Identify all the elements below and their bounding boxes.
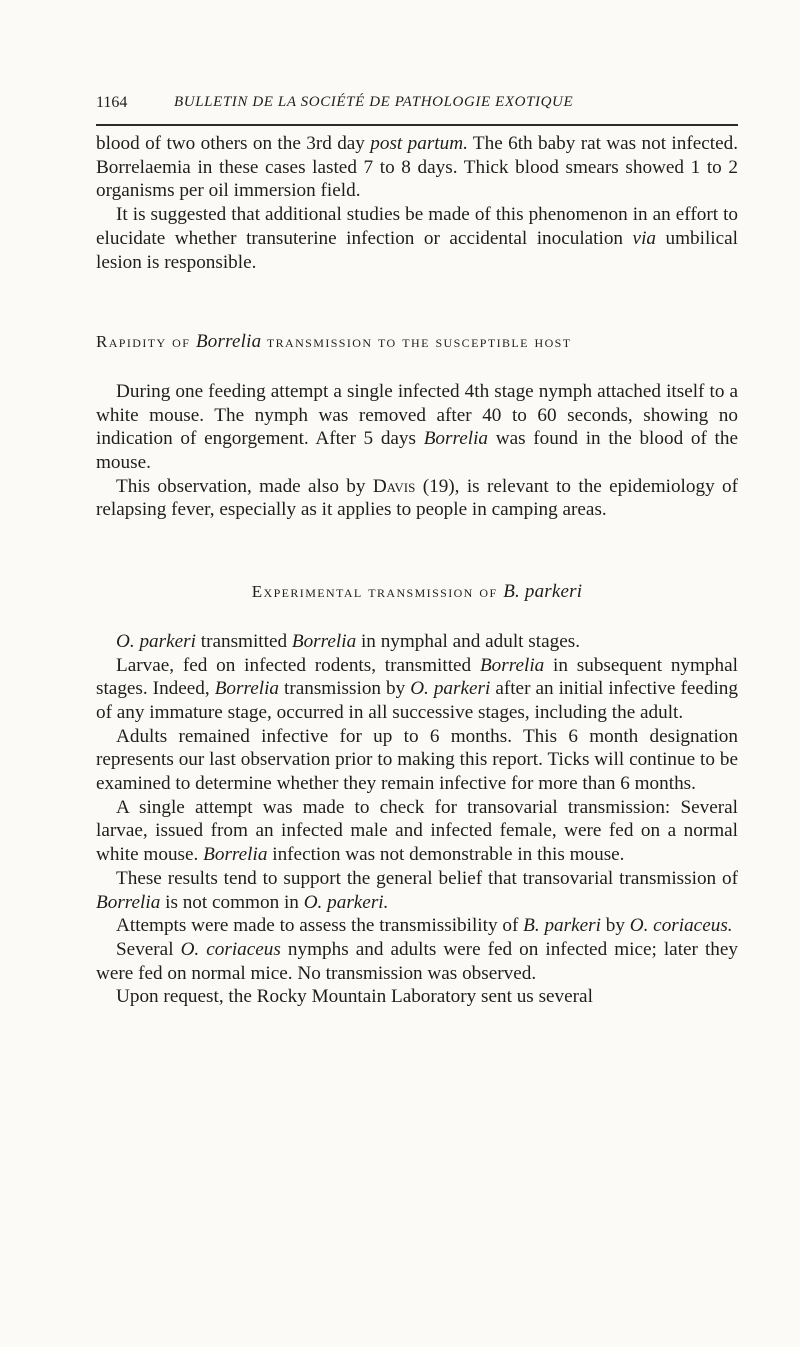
- paragraph: A single attempt was made to check for transovarial transmission: Several larvae, issued from an infected male and infected female, were fed on a normal white mouse. Borrelia infection was not demonstrable in this mouse.: [96, 796, 738, 866]
- running-head: BULLETIN DE LA SOCIÉTÉ DE PATHOLOGIE EXOTIQUE: [174, 94, 574, 110]
- paragraph: These results tend to support the general belief that transovarial transmission of Borrelia is not common in O. parkeri.: [96, 867, 738, 913]
- section-heading: Rapidity of Borrelia transmission to the susceptible host: [96, 331, 572, 353]
- page-number: 1164: [96, 94, 128, 111]
- paragraph: It is suggested that additional studies be made of this phenomenon in an effort to elucidate whether transuterine infection or accidental inoculation via umbilical lesion is responsible.: [96, 204, 738, 273]
- paragraph: This observation, made also by Davis (19), is relevant to the epidemiology of relapsing fever, especially as it applies to people in camping areas.: [96, 475, 739, 521]
- paragraph: O. parkeri transmitted Borrelia in nymphal and adult stages.: [116, 630, 580, 652]
- paragraph: During one feeding attempt a single infected 4th stage nymph attached itself to a white mouse. The nymph was removed after 40 to 60 seconds, showing no indication of engorgement. After 5 days Borrelia was found in the blood of the mouse.: [96, 380, 738, 474]
- paragraph: Attempts were made to assess the transmissibility of B. parkeri by O. coriaceus.: [116, 915, 733, 937]
- page-header: [96, 92, 736, 118]
- header-rule: [96, 124, 738, 126]
- paragraph: Upon request, the Rocky Mountain Laboratory sent us several: [116, 986, 593, 1008]
- paragraph: blood of two others on the 3rd day post partum. The 6th baby rat was not infected. Borrelaemia in these cases lasted 7 to 8 days. Thick blood smears showed 1 to 2 organisms per oil immersion field.: [96, 133, 739, 202]
- paragraph: Adults remained infective for up to 6 months. This 6 month designation represents our last observation prior to making this report. Ticks will continue to be examined to determine whether they remain infective for more than 6 months.: [96, 725, 738, 795]
- body-text: [96, 132, 738, 1009]
- section-heading: Experimental transmission of B. parkeri: [251, 581, 583, 603]
- paragraph: Larvae, fed on infected rodents, transmitted Borrelia in subsequent nymphal stages. Indeed, Borrelia transmission by O. parkeri after an initial infective feeding of any immature stage, occurred in all successive stages, including the adult.: [96, 654, 738, 723]
- paragraph: Several O. coriaceus nymphs and adults were fed on infected mice; later they were fed on normal mice. No transmission was observed.: [96, 938, 739, 984]
